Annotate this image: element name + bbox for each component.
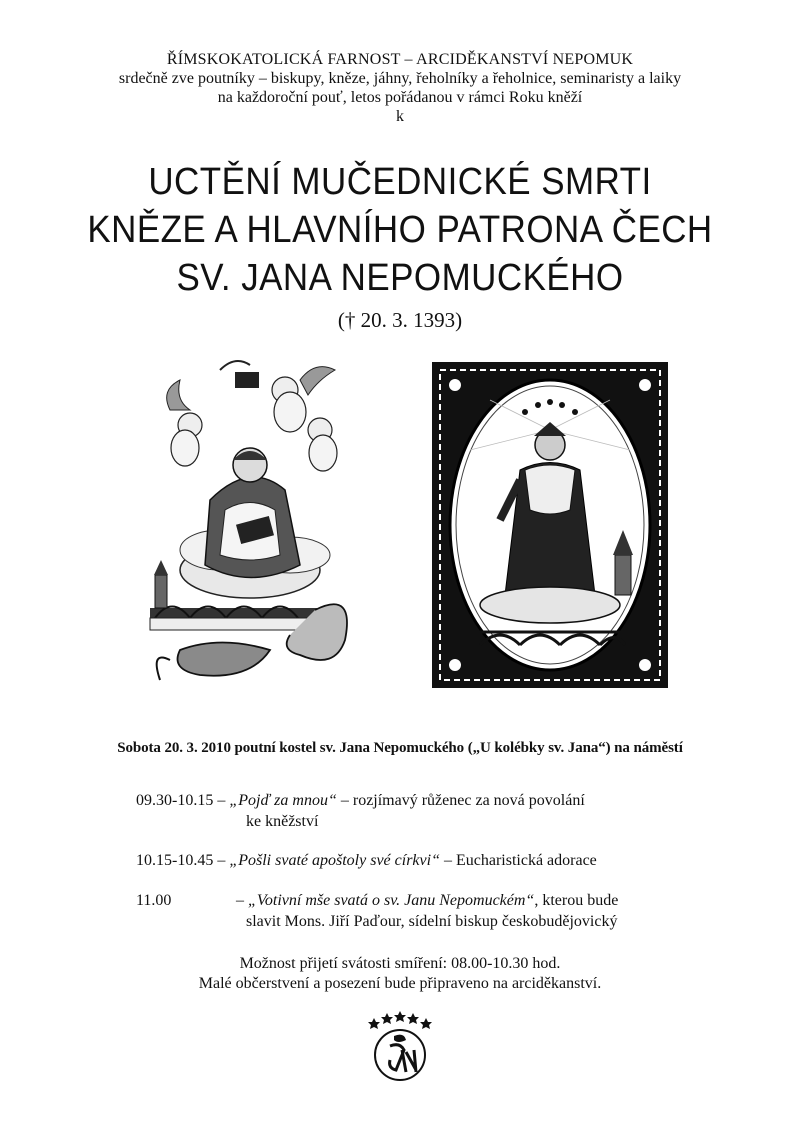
schedule-item-1 [136, 790, 585, 811]
confession-note: Možnost přijetí svátosti smíření: 08.00-10.30 hod. [239, 955, 561, 972]
schedule-description: – Eucharistická adorace [439, 852, 597, 869]
schedule-description: – rozjímavý růženec za nová povolání [336, 792, 585, 809]
title-line-3: SV. JANA NEPOMUCKÉHO [176, 257, 624, 299]
schedule-time: 10.15-10.45 – [136, 852, 226, 869]
preposition-line: k [396, 108, 404, 125]
death-date: († 20. 3. 1393) [337, 308, 463, 332]
schedule-title: „Pošli svaté apoštoly své církvi“ [229, 852, 440, 869]
schedule-time: 11.00 [136, 892, 172, 909]
schedule-title: – „Votivní mše svatá o sv. Janu Nepomuckém“ [236, 892, 535, 909]
pilgrimage-line: na každoroční pouť, letos pořádanou v rámci Roku kněží [217, 89, 583, 106]
title-line-2: KNĚZE A HLAVNÍHO PATRONA ČECH [87, 209, 713, 251]
schedule-title: „Pojď za mnou“ [229, 792, 337, 809]
refreshment-note: Malé občerstvení a posezení bude připraveno na arciděkanství. [198, 975, 602, 992]
schedule-time: 09.30-10.15 – [136, 792, 226, 809]
engraving-saint-with-angels [140, 350, 360, 695]
parish-name: ŘÍMSKOKATOLICKÁ FARNOST – ARCIDĚKANSTVÍ NEPOMUK [166, 51, 634, 68]
schedule-item-3-continuation: slavit Mons. Jiří Paďour, sídelní biskup českobudějovický [246, 913, 618, 930]
title-line-1: UCTĚNÍ MUČEDNICKÉ SMRTI [148, 161, 652, 203]
sjn-monogram-logo [360, 1010, 440, 1082]
schedule-item-3 [136, 890, 618, 911]
schedule-heading: Sobota 20. 3. 2010 poutní kostel sv. Jana Nepomuckého („U kolébky sv. Jana“) na náměstí [117, 740, 683, 756]
schedule-description: , kterou bude [534, 892, 619, 909]
schedule-item-2 [136, 850, 597, 871]
invitation-line: srdečně zve poutníky – biskupy, kněze, jáhny, řeholníky a řeholnice, seminaristy a laiky [118, 70, 682, 87]
engraving-saint-in-oval-frame [430, 360, 670, 690]
schedule-item-1-continuation: ke kněžství [246, 813, 319, 830]
